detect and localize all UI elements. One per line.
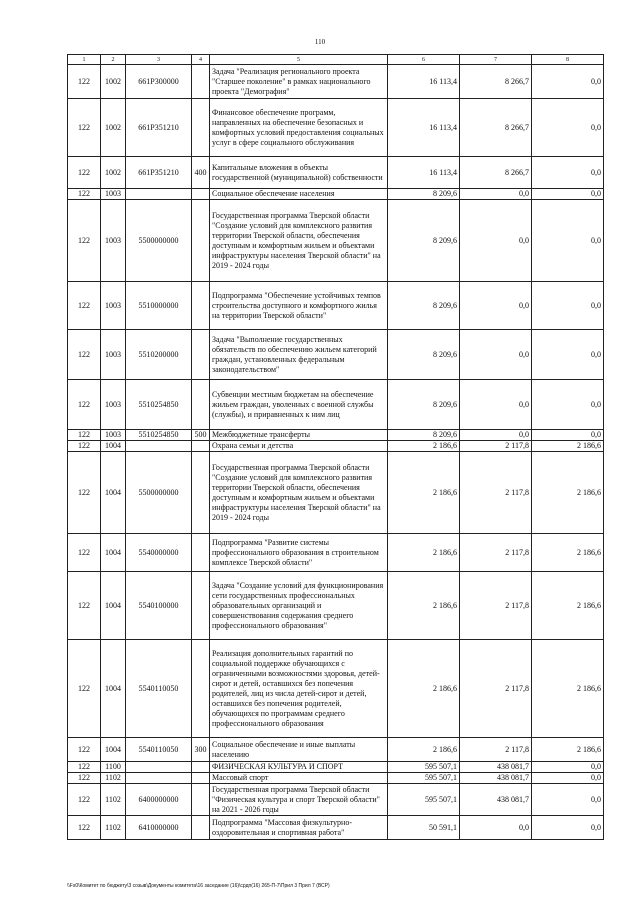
expense-type-cell: [192, 773, 210, 784]
target-article-cell: 5500000000: [126, 452, 192, 534]
amount-2021-cell: 2 186,6: [388, 452, 460, 534]
expense-type-cell: [192, 380, 210, 430]
expense-type-cell: [192, 330, 210, 380]
admin-code-cell: 122: [68, 380, 101, 430]
amount-2022-cell: 0,0: [460, 430, 532, 441]
table-row: [68, 816, 604, 840]
amount-2022-cell: 8 266,7: [460, 99, 532, 157]
target-article-cell: [126, 441, 192, 452]
expense-type-cell: 300: [192, 738, 210, 762]
admin-code-cell: 122: [68, 640, 101, 738]
target-article-cell: 5510254850: [126, 380, 192, 430]
expense-type-cell: [192, 762, 210, 773]
target-article-cell: 661P351210: [126, 157, 192, 189]
section-code-cell: 1102: [101, 773, 126, 784]
amount-2022-cell: 8 266,7: [460, 65, 532, 99]
amount-2022-cell: 0,0: [460, 816, 532, 840]
column-number: 3: [126, 55, 192, 65]
admin-code-cell: 122: [68, 282, 101, 330]
amount-2023-cell: 0,0: [532, 330, 604, 380]
column-number: 8: [532, 55, 604, 65]
target-article-cell: [126, 762, 192, 773]
amount-2021-cell: 2 186,6: [388, 441, 460, 452]
target-article-cell: 5510000000: [126, 282, 192, 330]
item-name-cell: Капитальные вложения в объекты государственной (муниципальной) собственности: [210, 157, 388, 189]
table-row: [68, 380, 604, 430]
expense-type-cell: [192, 534, 210, 572]
amount-2022-cell: 438 081,7: [460, 762, 532, 773]
amount-2021-cell: 2 186,6: [388, 640, 460, 738]
table-row: [68, 330, 604, 380]
target-article-cell: [126, 189, 192, 200]
admin-code-cell: 122: [68, 534, 101, 572]
amount-2021-cell: 8 209,6: [388, 330, 460, 380]
item-name-cell: Задача "Реализация регионального проекта "Старшее поколение" в рамках национального проекта "Демография": [210, 65, 388, 99]
amount-2023-cell: 0,0: [532, 784, 604, 816]
amount-2023-cell: 2 186,6: [532, 640, 604, 738]
section-code-cell: 1002: [101, 157, 126, 189]
section-code-cell: 1003: [101, 189, 126, 200]
target-article-cell: 6400000000: [126, 784, 192, 816]
amount-2023-cell: 0,0: [532, 430, 604, 441]
table-row: [68, 784, 604, 816]
table-row: [68, 572, 604, 640]
section-code-cell: 1100: [101, 762, 126, 773]
admin-code-cell: 122: [68, 65, 101, 99]
item-name-cell: ФИЗИЧЕСКАЯ КУЛЬТУРА И СПОРТ: [210, 762, 388, 773]
expense-type-cell: 500: [192, 430, 210, 441]
amount-2021-cell: 8 209,6: [388, 189, 460, 200]
item-name-cell: Межбюджетные трансферты: [210, 430, 388, 441]
admin-code-cell: 122: [68, 452, 101, 534]
target-article-cell: 5510200000: [126, 330, 192, 380]
amount-2022-cell: 438 081,7: [460, 784, 532, 816]
admin-code-cell: 122: [68, 816, 101, 840]
footer-file-path: \\Fs0\Комитет по бюджету\3 созыв\Документы комитета\16 заседание (16)\срдп(16) 265-П-7\Прил 3 Прил 7 (ВСР): [67, 883, 330, 889]
section-code-cell: 1004: [101, 572, 126, 640]
column-number-row: [68, 55, 604, 65]
target-article-cell: 661P300000: [126, 65, 192, 99]
admin-code-cell: 122: [68, 738, 101, 762]
amount-2022-cell: 2 117,8: [460, 738, 532, 762]
section-code-cell: 1003: [101, 282, 126, 330]
amount-2023-cell: 0,0: [532, 99, 604, 157]
amount-2023-cell: 2 186,6: [532, 441, 604, 452]
amount-2022-cell: 0,0: [460, 330, 532, 380]
column-number: 6: [388, 55, 460, 65]
amount-2021-cell: 8 209,6: [388, 430, 460, 441]
table-row: [68, 282, 604, 330]
target-article-cell: 6410000000: [126, 816, 192, 840]
target-article-cell: 5510254850: [126, 430, 192, 441]
target-article-cell: 5540110050: [126, 640, 192, 738]
amount-2021-cell: 8 209,6: [388, 200, 460, 282]
table-row: [68, 738, 604, 762]
item-name-cell: Государственная программа Тверской области "Создание условий для комплексного развития территории Тверской области, обеспечения доступным и комфортным жильем и объектами инфраструктуры населения Тверской области" на 2019 - 2024 годы: [210, 200, 388, 282]
admin-code-cell: 122: [68, 430, 101, 441]
section-code-cell: 1004: [101, 534, 126, 572]
amount-2022-cell: 2 117,8: [460, 640, 532, 738]
admin-code-cell: 122: [68, 200, 101, 282]
section-code-cell: 1003: [101, 430, 126, 441]
item-name-cell: Задача "Создание условий для функционирования сети государственных профессиональных образовательных организаций и совершенствования содержания среднего профессионального образования": [210, 572, 388, 640]
amount-2021-cell: 2 186,6: [388, 572, 460, 640]
table-row: [68, 430, 604, 441]
amount-2023-cell: 0,0: [532, 189, 604, 200]
amount-2022-cell: 2 117,8: [460, 534, 532, 572]
item-name-cell: Социальное обеспечение и иные выплаты населению: [210, 738, 388, 762]
section-code-cell: 1004: [101, 640, 126, 738]
expense-type-cell: [192, 452, 210, 534]
table-row: [68, 640, 604, 738]
table-row: [68, 99, 604, 157]
column-number: 7: [460, 55, 532, 65]
expense-type-cell: [192, 65, 210, 99]
admin-code-cell: 122: [68, 189, 101, 200]
amount-2023-cell: 0,0: [532, 282, 604, 330]
expense-type-cell: [192, 572, 210, 640]
admin-code-cell: 122: [68, 441, 101, 452]
item-name-cell: Подпрограмма "Обеспечение устойчивых темпов строительства доступного и комфортного жилья на территории Тверской области": [210, 282, 388, 330]
amount-2021-cell: 16 113,4: [388, 99, 460, 157]
item-name-cell: Реализация дополнительных гарантий по социальной поддержке обучающихся с ограниченными возможностями здоровья, детей-сирот и детей, оставшихся без попечения родителей, лиц из числа детей-сирот и детей, оставшихся без попечения родителей, обучающихся по программам среднего профессионального образования: [210, 640, 388, 738]
expense-type-cell: [192, 282, 210, 330]
item-name-cell: Финансовое обеспечение программ, направленных на обеспечение безопасных и комфортных условий предоставления социальных услуг в сфере социального обслуживания: [210, 99, 388, 157]
admin-code-cell: 122: [68, 99, 101, 157]
column-number: 2: [101, 55, 126, 65]
target-article-cell: 5540110050: [126, 738, 192, 762]
admin-code-cell: 122: [68, 157, 101, 189]
table-row: [68, 189, 604, 200]
amount-2021-cell: 50 591,1: [388, 816, 460, 840]
expense-type-cell: [192, 784, 210, 816]
amount-2022-cell: 438 081,7: [460, 773, 532, 784]
amount-2021-cell: 2 186,6: [388, 738, 460, 762]
admin-code-cell: 122: [68, 784, 101, 816]
expense-type-cell: [192, 441, 210, 452]
table-row: [68, 534, 604, 572]
table-row: [68, 157, 604, 189]
section-code-cell: 1003: [101, 330, 126, 380]
section-code-cell: 1004: [101, 738, 126, 762]
amount-2023-cell: 2 186,6: [532, 534, 604, 572]
item-name-cell: Государственная программа Тверской области "Физическая культура и спорт Тверской области" на 2021 - 2026 годы: [210, 784, 388, 816]
target-article-cell: 5540000000: [126, 534, 192, 572]
item-name-cell: Подпрограмма "Развитие системы профессионального образования в строительном комплексе Тверской области": [210, 534, 388, 572]
item-name-cell: Государственная программа Тверской области "Создание условий для комплексного развития территории Тверской области, обеспечения доступным и комфортным жильем и объектами инфраструктуры населения Тверской области" на 2019 - 2024 годы: [210, 452, 388, 534]
section-code-cell: 1102: [101, 816, 126, 840]
amount-2022-cell: 8 266,7: [460, 157, 532, 189]
amount-2022-cell: 0,0: [460, 282, 532, 330]
admin-code-cell: 122: [68, 762, 101, 773]
section-code-cell: 1003: [101, 200, 126, 282]
amount-2023-cell: 0,0: [532, 65, 604, 99]
amount-2023-cell: 0,0: [532, 762, 604, 773]
column-number: 4: [192, 55, 210, 65]
target-article-cell: 5540100000: [126, 572, 192, 640]
expense-type-cell: [192, 189, 210, 200]
amount-2021-cell: 16 113,4: [388, 157, 460, 189]
section-code-cell: 1002: [101, 99, 126, 157]
amount-2022-cell: 2 117,8: [460, 441, 532, 452]
amount-2022-cell: 0,0: [460, 189, 532, 200]
item-name-cell: Социальное обеспечение населения: [210, 189, 388, 200]
expense-type-cell: 400: [192, 157, 210, 189]
amount-2021-cell: 2 186,6: [388, 534, 460, 572]
amount-2021-cell: 595 507,1: [388, 784, 460, 816]
admin-code-cell: 122: [68, 330, 101, 380]
admin-code-cell: 122: [68, 572, 101, 640]
amount-2023-cell: 0,0: [532, 380, 604, 430]
amount-2023-cell: 0,0: [532, 816, 604, 840]
amount-2021-cell: 595 507,1: [388, 762, 460, 773]
section-code-cell: 1004: [101, 441, 126, 452]
amount-2023-cell: 0,0: [532, 773, 604, 784]
table-row: [68, 762, 604, 773]
item-name-cell: Подпрограмма "Массовая физкультурно-оздоровительная и спортивная работа": [210, 816, 388, 840]
section-code-cell: 1004: [101, 452, 126, 534]
section-code-cell: 1003: [101, 380, 126, 430]
item-name-cell: Охрана семьи и детства: [210, 441, 388, 452]
table-row: [68, 773, 604, 784]
target-article-cell: 661P351210: [126, 99, 192, 157]
expense-type-cell: [192, 816, 210, 840]
section-code-cell: 1002: [101, 65, 126, 99]
expense-type-cell: [192, 200, 210, 282]
item-name-cell: Задача "Выполнение государственных обязательств по обеспечению жильем категорий граждан, установленных федеральным законодательством": [210, 330, 388, 380]
amount-2021-cell: 8 209,6: [388, 282, 460, 330]
item-name-cell: Субвенции местным бюджетам на обеспечение жильем граждан, уволенных с военной службы (службы), и приравненных к ним лиц: [210, 380, 388, 430]
amount-2021-cell: 16 113,4: [388, 65, 460, 99]
amount-2023-cell: 2 186,6: [532, 738, 604, 762]
amount-2022-cell: 2 117,8: [460, 452, 532, 534]
table-row: [68, 441, 604, 452]
amount-2022-cell: 0,0: [460, 200, 532, 282]
table-row: [68, 65, 604, 99]
amount-2023-cell: 2 186,6: [532, 452, 604, 534]
amount-2023-cell: 0,0: [532, 157, 604, 189]
budget-table: [67, 54, 604, 840]
table-row: [68, 452, 604, 534]
admin-code-cell: 122: [68, 773, 101, 784]
amount-2023-cell: 2 186,6: [532, 572, 604, 640]
amount-2023-cell: 0,0: [532, 200, 604, 282]
amount-2022-cell: 0,0: [460, 380, 532, 430]
amount-2021-cell: 595 507,1: [388, 773, 460, 784]
expense-type-cell: [192, 640, 210, 738]
table-row: [68, 200, 604, 282]
expense-type-cell: [192, 99, 210, 157]
page-number: 110: [314, 38, 326, 46]
column-number: 1: [68, 55, 101, 65]
amount-2021-cell: 8 209,6: [388, 380, 460, 430]
target-article-cell: 5500000000: [126, 200, 192, 282]
target-article-cell: [126, 773, 192, 784]
column-number: 5: [210, 55, 388, 65]
amount-2022-cell: 2 117,8: [460, 572, 532, 640]
section-code-cell: 1102: [101, 784, 126, 816]
item-name-cell: Массовый спорт: [210, 773, 388, 784]
